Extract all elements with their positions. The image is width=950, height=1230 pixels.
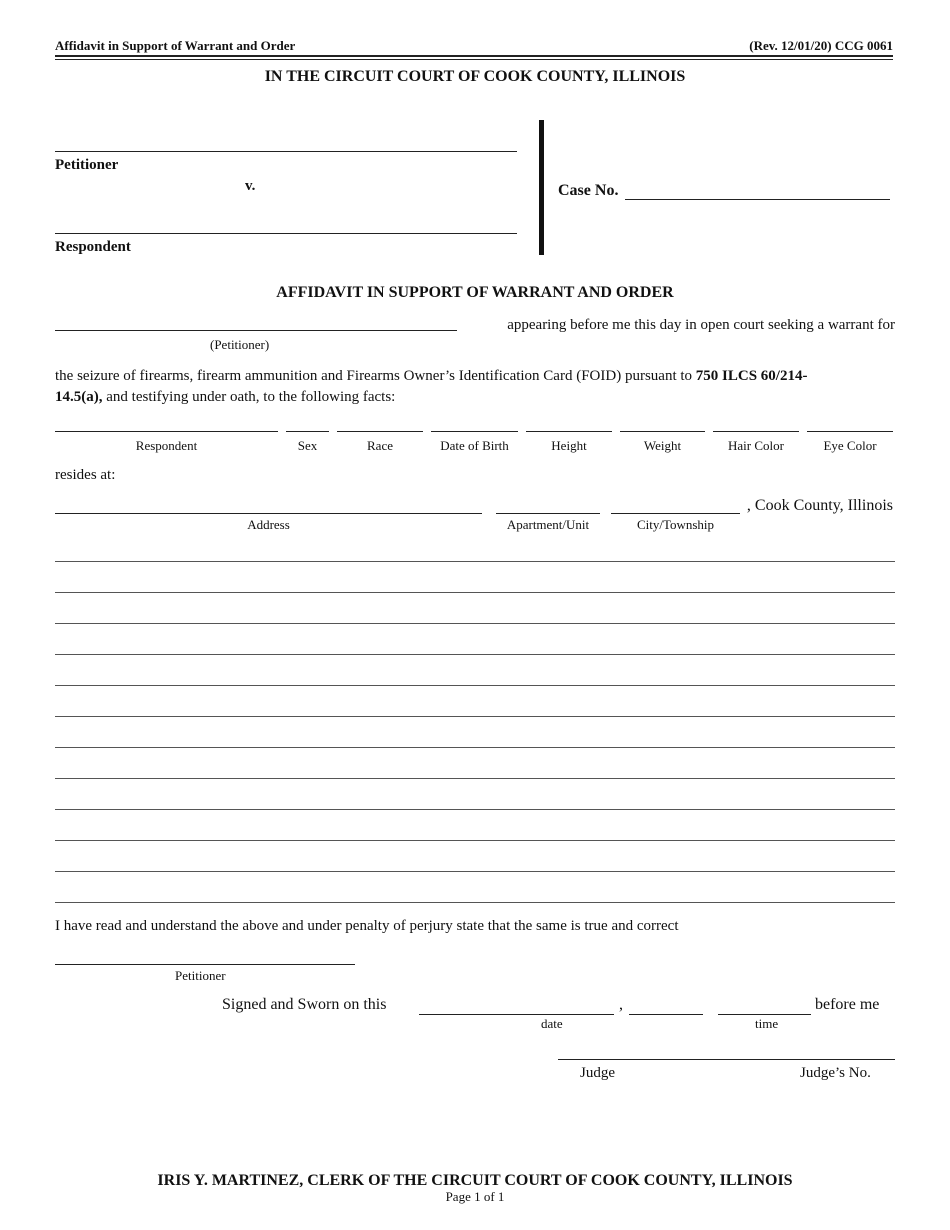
- footer-page-number: Page 1 of 1: [445, 1189, 505, 1204]
- date-of-birth-label: Date of Birth: [440, 438, 509, 453]
- weight-field[interactable]: [620, 431, 705, 432]
- date-field[interactable]: [419, 1014, 614, 1015]
- form-title: AFFIDAVIT IN SUPPORT OF WARRANT AND ORDER: [276, 284, 674, 301]
- time-field[interactable]: [718, 1014, 811, 1015]
- versus-label: v.: [245, 178, 256, 194]
- facts-line[interactable]: [55, 778, 895, 779]
- sex-field[interactable]: [286, 431, 329, 432]
- county-suffix: , Cook County, Illinois: [746, 497, 893, 514]
- race-field[interactable]: [337, 431, 423, 432]
- petitioner-name-field[interactable]: [55, 151, 517, 152]
- petitioner-signature-field[interactable]: [55, 964, 355, 965]
- case-no-field[interactable]: [625, 199, 890, 200]
- perjury-statement: I have read and understand the above and under penalty of perjury state that the same is true and correct: [55, 918, 679, 934]
- footer-clerk: IRIS Y. MARTINEZ, CLERK OF THE CIRCUIT COURT OF COOK COUNTY, ILLINOIS: [157, 1172, 793, 1189]
- date-of-birth-field[interactable]: [431, 431, 518, 432]
- caption-divider: [539, 120, 544, 255]
- header-revision: (Rev. 12/01/20) CCG 0061: [749, 38, 893, 53]
- hair-color-label: Hair Color: [728, 438, 784, 453]
- header-rule-thin: [55, 59, 893, 60]
- facts-line[interactable]: [55, 902, 895, 903]
- respondent-name-field[interactable]: [55, 233, 517, 234]
- signed-sworn-label: Signed and Sworn on this: [222, 996, 387, 1013]
- address-label: Address: [247, 517, 290, 532]
- facts-line[interactable]: [55, 654, 895, 655]
- statute-citation: 750 ILCS 60/214-: [695, 368, 808, 384]
- header-form-name: Affidavit in Support of Warrant and Order: [55, 38, 296, 53]
- city-township-label: City/Township: [636, 517, 715, 532]
- facts-line[interactable]: [55, 561, 895, 562]
- address-field[interactable]: [55, 513, 482, 514]
- apartment-unit-label: Apartment/Unit: [506, 517, 590, 532]
- judge-no-label: Judge’s No.: [800, 1065, 871, 1081]
- intro-petitioner-label: (Petitioner): [210, 337, 270, 352]
- petitioner-signature-label: Petitioner: [175, 968, 226, 983]
- header-rule: [55, 55, 893, 57]
- petitioner-label: Petitioner: [55, 157, 119, 173]
- respondent-field[interactable]: [55, 431, 278, 432]
- respondent-label: Respondent: [55, 239, 131, 255]
- facts-line[interactable]: [55, 716, 895, 717]
- facts-line[interactable]: [55, 685, 895, 686]
- date-label: date: [541, 1016, 563, 1031]
- eye-color-field[interactable]: [807, 431, 893, 432]
- facts-line[interactable]: [55, 747, 895, 748]
- weight-label: Weight: [643, 438, 682, 453]
- race-label: Race: [367, 438, 393, 453]
- intro-text-cont: and testifying under oath, to the following facts:: [102, 389, 396, 405]
- height-field[interactable]: [526, 431, 612, 432]
- facts-line[interactable]: [55, 809, 895, 810]
- judge-label: Judge: [580, 1065, 615, 1081]
- comma: ,: [619, 996, 623, 1013]
- facts-line[interactable]: [55, 871, 895, 872]
- year-field[interactable]: [629, 1014, 703, 1015]
- judge-signature-field[interactable]: [558, 1059, 895, 1060]
- height-label: Height: [551, 438, 587, 453]
- facts-line[interactable]: [55, 592, 895, 593]
- facts-line[interactable]: [55, 623, 895, 624]
- resides-at-label: resides at:: [55, 467, 116, 483]
- intro-text: the seizure of firearms, firearm ammunition and Firearms Owner’s Identification Card (FOID) pursuant to: [55, 368, 696, 384]
- hair-color-field[interactable]: [713, 431, 799, 432]
- sex-label: Sex: [297, 438, 318, 453]
- intro-appearing-text: appearing before me this day in open court seeking a warrant for: [507, 317, 895, 333]
- statute-citation-cont: 14.5(a),: [55, 389, 103, 405]
- intro-paragraph: [55, 366, 895, 408]
- before-me-label: before me: [815, 996, 880, 1013]
- apartment-unit-field[interactable]: [496, 513, 600, 514]
- court-title: IN THE CIRCUIT COURT OF COOK COUNTY, ILLINOIS: [264, 68, 686, 85]
- city-township-field[interactable]: [611, 513, 740, 514]
- facts-line[interactable]: [55, 840, 895, 841]
- intro-petitioner-field[interactable]: [55, 330, 457, 331]
- time-label: time: [755, 1016, 779, 1031]
- eye-color-label: Eye Color: [823, 438, 877, 453]
- respondent-label: Respondent: [135, 438, 198, 453]
- case-no-label: Case No.: [558, 182, 619, 199]
